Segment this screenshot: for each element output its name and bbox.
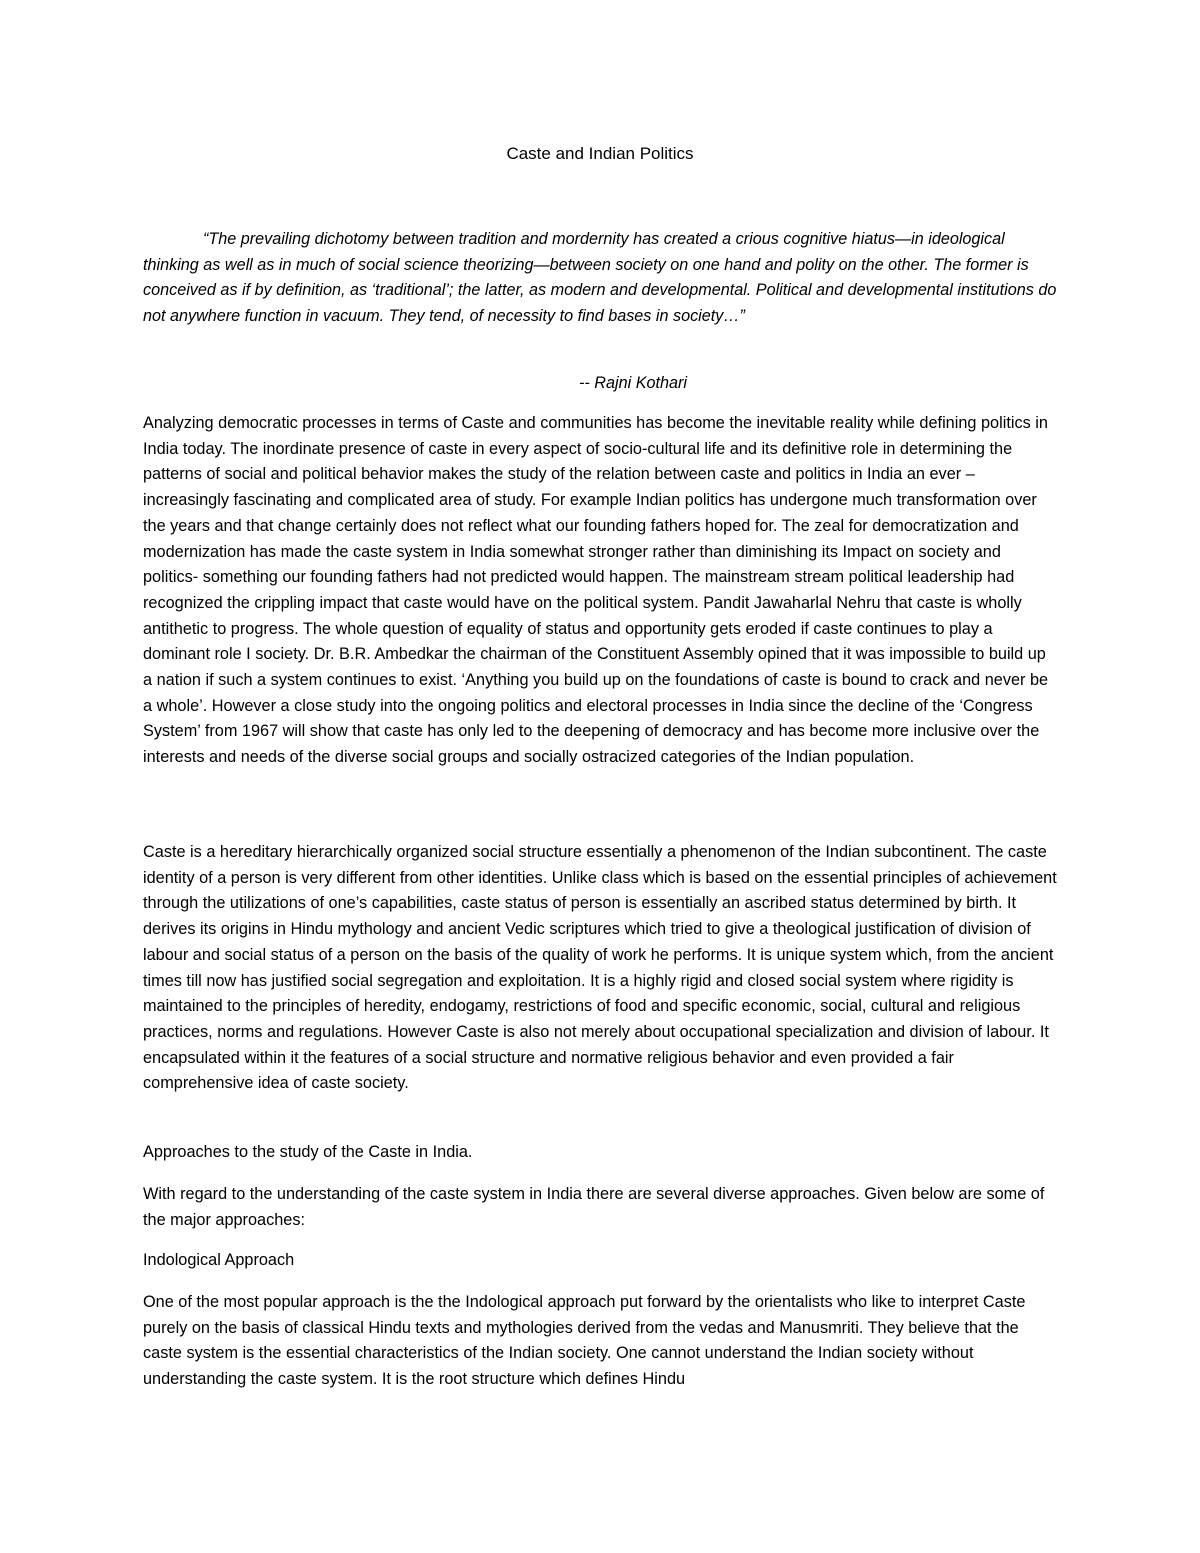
subsection-paragraph: One of the most popular approach is the the Indological approach put forward by the orientalists who like to interpret Caste purely on the basis of classical Hindu texts and mythologies derived from the vedas and Manusmriti. They believe that the caste system is the essential characteristics of the Indian society. One cannot understand the Indian society without understanding the caste system. It is the root structure which defines Hindu bbox=[143, 1293, 1026, 1389]
section-intro-paragraph: With regard to the understanding of the caste system in India there are several diverse approaches. Given below are some of the major approaches: bbox=[143, 1185, 1045, 1229]
section-heading: Approaches to the study of the Caste in India. bbox=[143, 1143, 473, 1161]
body-paragraph: Analyzing democratic processes in terms of Caste and communities has become the inevitable reality while defining politics in India today. The inordinate presence of caste in every aspect of socio-cultural life and its definitive role in determining the patterns of social and political behavior makes the study of the relation between caste and politics in India an ever –increasingly fascinating and complicated area of study. For example Indian politics has undergone much transformation over the years and that change certainly does not reflect what our founding fathers hoped for. The zeal for democratization and modernization has made the caste system in India somewhat stronger rather than diminishing its Impact on society and politics- something our founding fathers had not predicted would happen. The mainstream stream political leadership had recognized the crippling impact that caste would have on the political system. Pandit Jawaharlal Nehru that caste is wholly antithetic to progress. The whole question of equality of status and opportunity gets eroded if caste continues to play a dominant role I society. Dr. B.R. Ambedkar the chairman of the Constituent Assembly opined that it was impossible to build up a nation if such a system continues to exist. ‘Anything you build up on the foundations of caste is bound to crack and never be a whole’. However a close study into the ongoing politics and electoral processes in India since the decline of the ‘Congress System’ from 1967 will show that caste has only led to the deepening of democracy and has become more inclusive over the interests and needs of the diverse social groups and socially ostracized categories of the Indian population. bbox=[143, 414, 1049, 767]
body-paragraph: Caste is a hereditary hierarchically organized social structure essentially a phenomenon of the Indian subcontinent. The caste identity of a person is very different from other identities. Unlike class which is based on the essential principles of achievement through the utilizations of one’s capabilities, caste status of person is essentially an ascribed status determined by birth. It derives its origins in Hindu mythology and ancient Vedic scriptures which tried to give a theological justification of division of labour and social status of a person on the basis of the quality of work he performs. It is unique system which, from the ancient times till now has justified social segregation and exploitation. It is a highly rigid and closed social system where rigidity is maintained to the principles of heredity, endogamy, restrictions of food and specific economic, social, cultural and religious practices, norms and regulations. However Caste is also not merely about occupational specialization and division of labour. It encapsulated within it the features of a social structure and normative religious behavior and even provided a fair comprehensive idea of caste society. bbox=[143, 843, 1057, 1093]
subsection-heading: Indological Approach bbox=[143, 1251, 295, 1269]
epigraph-quote: “The prevailing dichotomy between tradition and mordernity has created a crious cognitive hiatus—in ideological thinking as well as in much of social science theorizing—between society on one hand and polity on the other. The former is conceived as if by definition, as ‘traditional’; the latter, as modern and developmental. Political and developmental institutions do not anywhere function in vacuum. They tend, of necessity to find bases in society…” bbox=[143, 230, 1057, 326]
epigraph-attribution: -- Rajni Kothari bbox=[579, 374, 687, 392]
document-title: Caste and Indian Politics bbox=[506, 144, 694, 163]
